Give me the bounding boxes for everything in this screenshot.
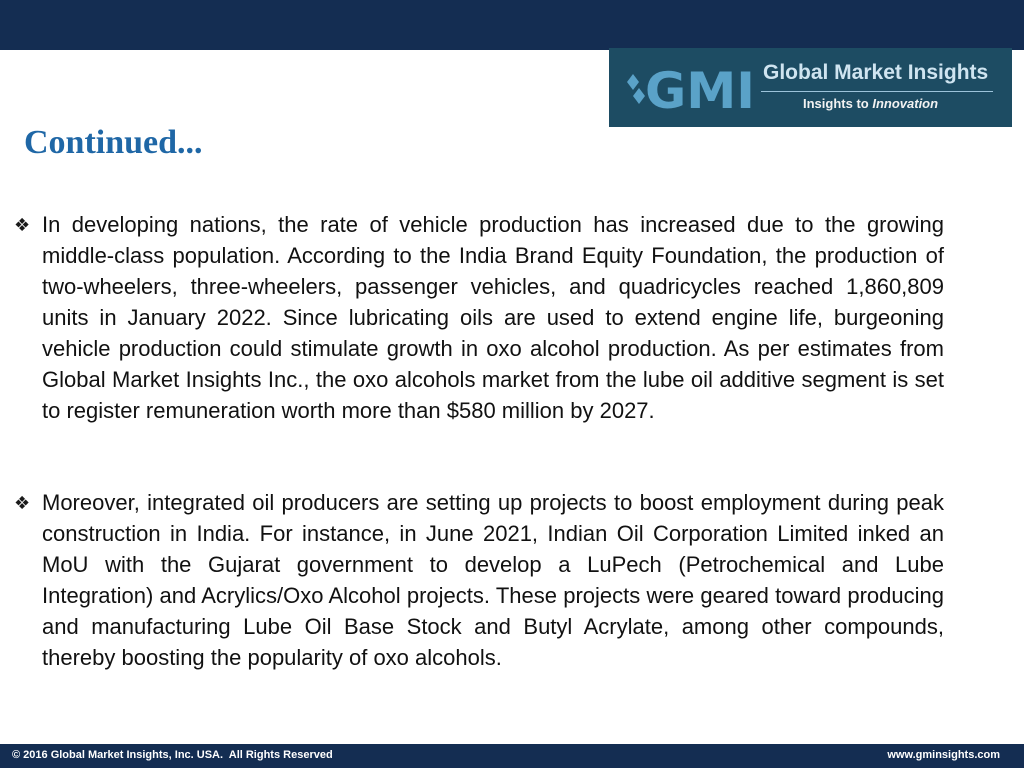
gmi-logo-letters: GMI: [645, 62, 755, 120]
page-title: Continued...: [24, 124, 203, 161]
logo-tagline-emphasis: Innovation: [872, 96, 939, 111]
top-bar: [0, 0, 1024, 50]
diamond-bullet-icon: ❖: [14, 493, 31, 514]
bullet-text: Moreover, integrated oil producers are setting up projects to boost employment during peak construction in India. For instance, in June 2021, Indian Oil Corporation Limited inked an MoU with the Gujarat government to develop a LuPech (Petrochemical and Lube Integration) and Acrylics/Oxo Alcohol projects. These projects were geared toward producing and manufacturing Lube Oil Base Stock and Butyl Acrylate, among other compounds, thereby boosting the popularity of oxo alcohols.: [42, 490, 944, 670]
footer-bar: [0, 744, 1024, 768]
gmi-logo: [609, 48, 1012, 127]
footer-copyright: © 2016 Global Market Insights, Inc. USA. All Rights Reserved: [12, 749, 333, 761]
bullet-text: In developing nations, the rate of vehicle production has increased due to the growing middle-class population. According to the India Brand Equity Foundation, the production of two-wheelers, three-wheelers, passenger vehicles, and quadricycles reached 1,860,809 units in January 2022. Since lubricating oils are used to extend engine life, burgeoning vehicle production could stimulate growth in oxo alcohol production. As per estimates from Global Market Insights Inc., the oxo alcohols market from the lube oil additive segment is set to register remuneration worth more than $580 million by 2027.: [42, 212, 944, 423]
diamond-bullet-icon: ❖: [14, 215, 31, 236]
footer-website-link[interactable]: www.gminsights.com: [887, 749, 1000, 761]
bullet-item: [14, 209, 944, 426]
logo-tagline: [803, 96, 938, 111]
logo-title: Global Market Insights: [763, 61, 989, 84]
logo-tagline-prefix: Insights to: [803, 96, 873, 111]
bullet-item: [14, 487, 944, 673]
logo-divider: [761, 91, 993, 92]
gmi-logo-mark: [619, 54, 759, 120]
